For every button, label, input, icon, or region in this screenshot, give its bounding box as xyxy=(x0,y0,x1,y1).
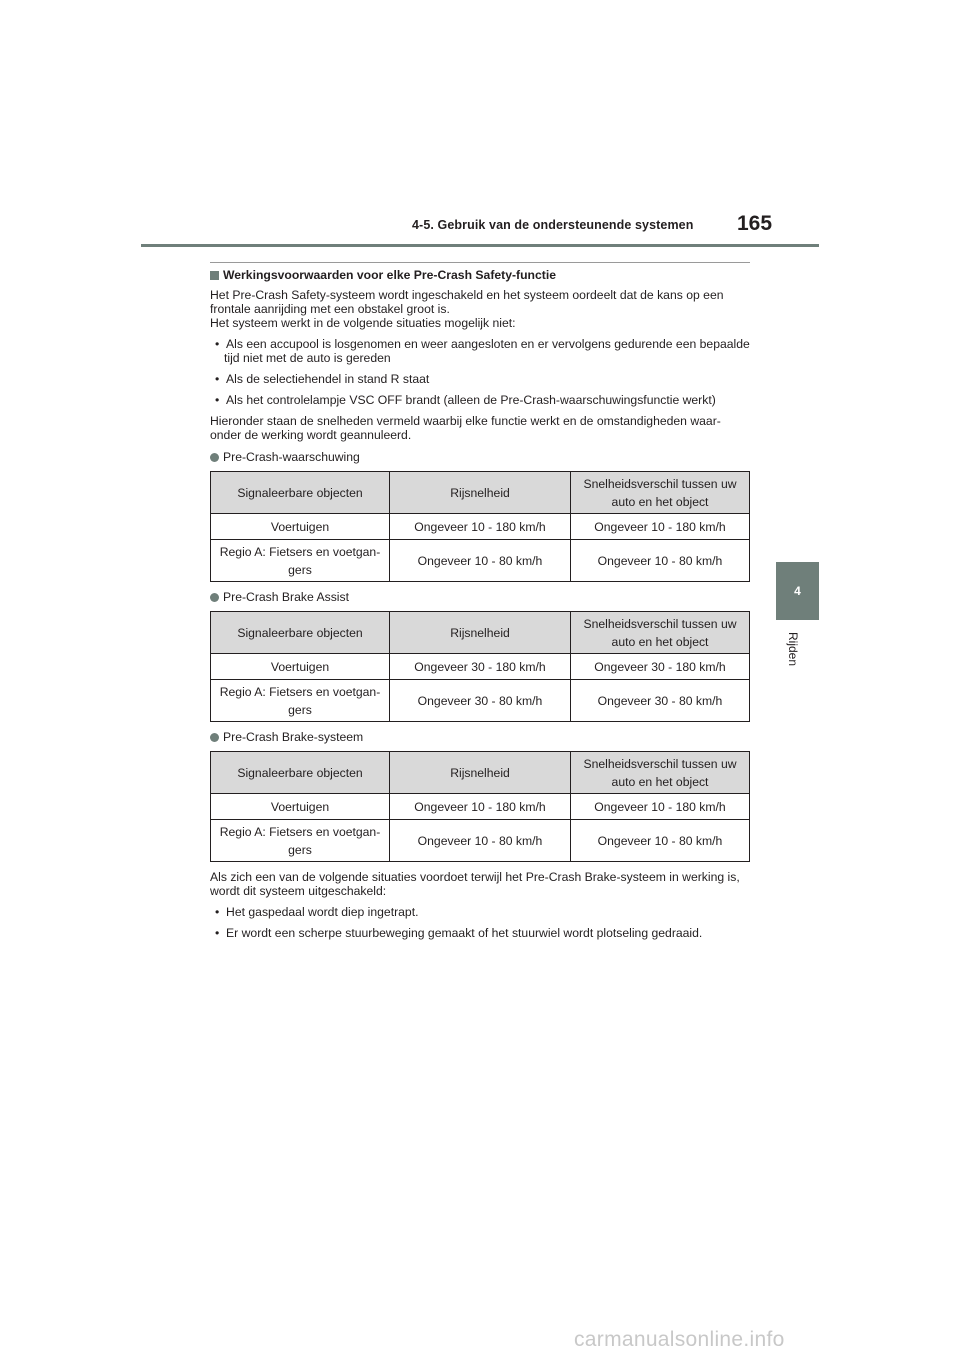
condition-bullet: • Als een accupool is losgenomen en weer aangesloten en er vervolgens gedurende een bepaalde tijd niet met de auto is gereden xyxy=(215,337,750,365)
table-cell: Ongeveer 10 - 180 km/h xyxy=(390,514,571,540)
column-header: Signaleerbare objecten xyxy=(211,752,390,794)
table-cell: Ongeveer 10 - 80 km/h xyxy=(571,820,750,862)
square-bullet-icon xyxy=(210,271,219,280)
speed-table-pre-crash-warning xyxy=(210,471,750,582)
table-cell: Voertuigen xyxy=(211,514,390,540)
speed-table-brake-assist xyxy=(210,611,750,722)
watermark-text: carmanualsonline.info xyxy=(574,1328,785,1351)
table-heading: Pre-Crash-waarschuwing xyxy=(210,450,750,464)
section-heading xyxy=(210,268,750,282)
circle-bullet-icon xyxy=(210,593,219,602)
condition-bullet: • Als de selectiehendel in stand R staat xyxy=(215,372,430,386)
column-header: Signaleerbare objecten xyxy=(211,472,390,514)
column-header: Snelheidsverschil tussen uw auto en het object xyxy=(571,472,750,514)
table-cell: Regio A: Fietsers en voetgan-gers xyxy=(211,820,390,862)
table-cell: Ongeveer 10 - 80 km/h xyxy=(390,540,571,582)
table-cell: Voertuigen xyxy=(211,794,390,820)
table-cell: Ongeveer 30 - 180 km/h xyxy=(390,654,571,680)
chapter-label: Rijden xyxy=(786,632,800,667)
table-cell: Ongeveer 10 - 180 km/h xyxy=(390,794,571,820)
condition-bullet: • Als het controlelampje VSC OFF brandt (alleen de Pre-Crash-waarschuwingsfunctie werkt) xyxy=(215,393,716,407)
speed-table-brake-system xyxy=(210,751,750,862)
column-header: Snelheidsverschil tussen uw auto en het object xyxy=(571,752,750,794)
table-cell: Ongeveer 10 - 80 km/h xyxy=(571,540,750,582)
page-number: 165 xyxy=(737,212,773,235)
table-heading: Pre-Crash Brake Assist xyxy=(210,590,750,604)
table-cell: Ongeveer 10 - 180 km/h xyxy=(571,794,750,820)
circle-bullet-icon xyxy=(210,453,219,462)
cancel-intro: Als zich een van de volgende situaties voordoet terwijl het Pre-Crash Brake-systeem in werking is, wordt dit systeem uitgeschakeld: xyxy=(210,870,740,898)
table-cell: Ongeveer 10 - 80 km/h xyxy=(390,820,571,862)
intro-paragraph-2: Het systeem werkt in de volgende situaties mogelijk niet: xyxy=(210,316,516,330)
circle-bullet-icon xyxy=(210,733,219,742)
column-header: Snelheidsverschil tussen uw auto en het object xyxy=(571,612,750,654)
table-cell: Ongeveer 30 - 80 km/h xyxy=(571,680,750,722)
intro-paragraph: Het Pre-Crash Safety-systeem wordt ingeschakeld en het systeem oordeelt dat de kans op een frontale aanrijding met een obstakel groot is. xyxy=(210,288,724,316)
table-cell: Regio A: Fietsers en voetgan-gers xyxy=(211,680,390,722)
column-header: Signaleerbare objecten xyxy=(211,612,390,654)
header-section-title: 4-5. Gebruik van de ondersteunende systemen xyxy=(412,218,694,232)
table-cell: Ongeveer 30 - 80 km/h xyxy=(390,680,571,722)
column-header: Rijsnelheid xyxy=(390,752,571,794)
header-rule xyxy=(141,244,819,247)
table-cell: Ongeveer 10 - 180 km/h xyxy=(571,514,750,540)
table-heading: Pre-Crash Brake-systeem xyxy=(210,730,750,744)
speeds-intro: Hieronder staan de snelheden vermeld waarbij elke functie werkt en de omstandigheden waar-onder de werking wordt geannuleerd. xyxy=(210,414,721,442)
table-cell: Ongeveer 30 - 180 km/h xyxy=(571,654,750,680)
chapter-tab: 4 xyxy=(776,562,819,620)
section-divider xyxy=(210,262,750,263)
column-header: Rijsnelheid xyxy=(390,472,571,514)
cancel-bullet: • Er wordt een scherpe stuurbeweging gemaakt of het stuurwiel wordt plotseling gedraaid. xyxy=(215,926,703,940)
page-content xyxy=(210,262,750,940)
column-header: Rijsnelheid xyxy=(390,612,571,654)
section-title: Werkingsvoorwaarden voor elke Pre-Crash Safety-functie xyxy=(223,268,557,282)
table-cell: Regio A: Fietsers en voetgan-gers xyxy=(211,540,390,582)
table-cell: Voertuigen xyxy=(211,654,390,680)
cancel-bullet: • Het gaspedaal wordt diep ingetrapt. xyxy=(215,905,419,919)
